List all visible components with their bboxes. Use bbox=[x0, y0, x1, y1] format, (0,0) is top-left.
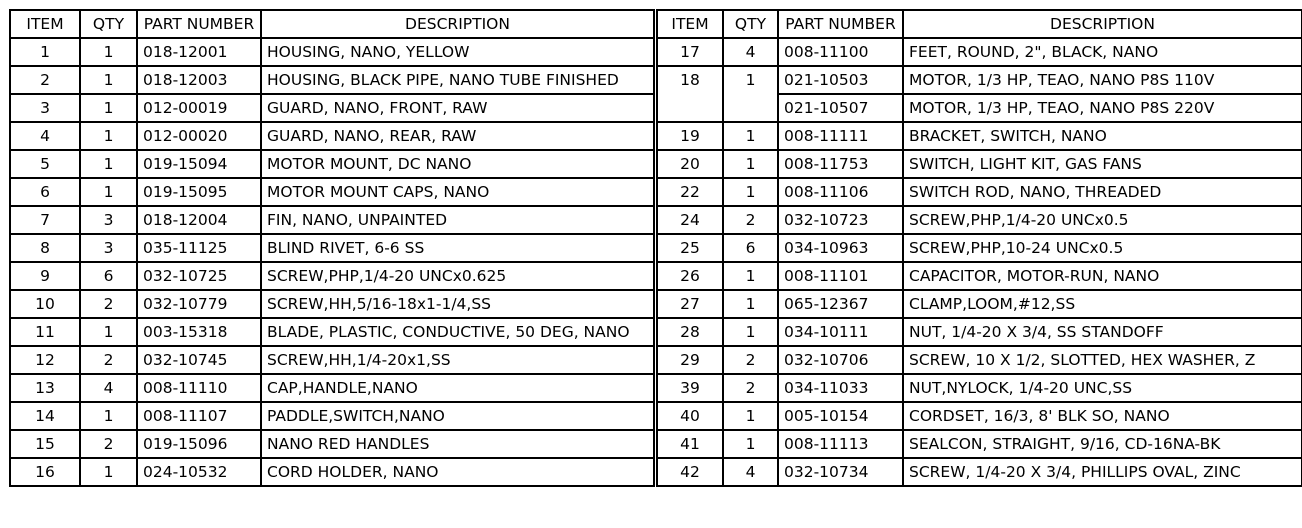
qty-cell: 2 bbox=[723, 346, 778, 374]
header-row bbox=[10, 10, 654, 38]
part-number-cell: 008-11753 bbox=[778, 150, 903, 178]
item-cell: 42 bbox=[657, 458, 723, 486]
item-cell: 40 bbox=[657, 402, 723, 430]
part-number-cell: 012-00019 bbox=[137, 94, 261, 122]
table-row bbox=[657, 122, 1302, 150]
table-row bbox=[10, 318, 654, 346]
table-row bbox=[10, 150, 654, 178]
part-number-cell: 008-11100 bbox=[778, 38, 903, 66]
description-cell: GUARD, NANO, REAR, RAW bbox=[261, 122, 654, 150]
table-row bbox=[657, 150, 1302, 178]
part-number-cell: 032-10725 bbox=[137, 262, 261, 290]
parts-table-right bbox=[656, 9, 1302, 487]
item-cell: 9 bbox=[10, 262, 80, 290]
qty-cell: 1 bbox=[723, 122, 778, 150]
description-cell: CAPACITOR, MOTOR-RUN, NANO bbox=[903, 262, 1302, 290]
table-row bbox=[657, 178, 1302, 206]
table-row bbox=[657, 234, 1302, 262]
part-number-cell: 008-11101 bbox=[778, 262, 903, 290]
qty-cell: 1 bbox=[723, 402, 778, 430]
description-cell: NUT, 1/4-20 X 3/4, SS STANDOFF bbox=[903, 318, 1302, 346]
description-cell: GUARD, NANO, FRONT, RAW bbox=[261, 94, 654, 122]
qty-cell: 2 bbox=[80, 290, 137, 318]
part-number-cell: 019-15095 bbox=[137, 178, 261, 206]
description-cell: BRACKET, SWITCH, NANO bbox=[903, 122, 1302, 150]
part-number-cell: 021-10503 bbox=[778, 66, 903, 94]
part-number-cell: 034-10111 bbox=[778, 318, 903, 346]
item-cell: 29 bbox=[657, 346, 723, 374]
description-cell: SEALCON, STRAIGHT, 9/16, CD-16NA-BK bbox=[903, 430, 1302, 458]
qty-cell: 1 bbox=[723, 150, 778, 178]
part-number-cell: 032-10734 bbox=[778, 458, 903, 486]
qty-cell: 6 bbox=[723, 234, 778, 262]
part-number-cell: 018-12004 bbox=[137, 206, 261, 234]
item-cell: 22 bbox=[657, 178, 723, 206]
description-cell: NANO RED HANDLES bbox=[261, 430, 654, 458]
header-part-number: PART NUMBER bbox=[778, 10, 903, 38]
part-number-cell: 008-11111 bbox=[778, 122, 903, 150]
description-cell: BLIND RIVET, 6-6 SS bbox=[261, 234, 654, 262]
item-cell: 10 bbox=[10, 290, 80, 318]
table-row bbox=[10, 66, 654, 94]
item-cell: 3 bbox=[10, 94, 80, 122]
table-row bbox=[10, 346, 654, 374]
table-row bbox=[10, 458, 654, 486]
table-row bbox=[10, 178, 654, 206]
table-row bbox=[10, 374, 654, 402]
item-cell: 13 bbox=[10, 374, 80, 402]
table-row bbox=[657, 374, 1302, 402]
item-cell: 28 bbox=[657, 318, 723, 346]
header-description: DESCRIPTION bbox=[261, 10, 654, 38]
qty-cell: 6 bbox=[80, 262, 137, 290]
item-cell: 19 bbox=[657, 122, 723, 150]
qty-cell: 1 bbox=[723, 66, 778, 122]
table-row bbox=[10, 402, 654, 430]
qty-cell: 1 bbox=[80, 94, 137, 122]
qty-cell: 1 bbox=[80, 38, 137, 66]
description-cell: SCREW,HH,1/4-20x1,SS bbox=[261, 346, 654, 374]
header-item: ITEM bbox=[10, 10, 80, 38]
item-cell: 17 bbox=[657, 38, 723, 66]
description-cell: BLADE, PLASTIC, CONDUCTIVE, 50 DEG, NANO bbox=[261, 318, 654, 346]
qty-cell: 1 bbox=[80, 402, 137, 430]
item-cell: 8 bbox=[10, 234, 80, 262]
table-row bbox=[657, 262, 1302, 290]
qty-cell: 2 bbox=[80, 430, 137, 458]
table-row bbox=[657, 458, 1302, 486]
qty-cell: 2 bbox=[80, 346, 137, 374]
part-number-cell: 032-10706 bbox=[778, 346, 903, 374]
qty-cell: 2 bbox=[723, 206, 778, 234]
part-number-cell: 024-10532 bbox=[137, 458, 261, 486]
qty-cell: 1 bbox=[723, 318, 778, 346]
item-cell: 39 bbox=[657, 374, 723, 402]
item-cell: 14 bbox=[10, 402, 80, 430]
part-number-cell: 008-11113 bbox=[778, 430, 903, 458]
description-cell: NUT,NYLOCK, 1/4-20 UNC,SS bbox=[903, 374, 1302, 402]
qty-cell: 4 bbox=[80, 374, 137, 402]
description-cell: HOUSING, BLACK PIPE, NANO TUBE FINISHED bbox=[261, 66, 654, 94]
part-number-cell: 035-11125 bbox=[137, 234, 261, 262]
description-cell: CORD HOLDER, NANO bbox=[261, 458, 654, 486]
table-row bbox=[657, 430, 1302, 458]
table-row bbox=[10, 234, 654, 262]
description-cell: SCREW,PHP,1/4-20 UNCx0.5 bbox=[903, 206, 1302, 234]
table-row bbox=[657, 38, 1302, 66]
table-row bbox=[657, 346, 1302, 374]
item-cell: 2 bbox=[10, 66, 80, 94]
description-cell: SCREW, 10 X 1/2, SLOTTED, HEX WASHER, Z bbox=[903, 346, 1302, 374]
qty-cell: 4 bbox=[723, 38, 778, 66]
qty-cell: 1 bbox=[723, 430, 778, 458]
header-qty: QTY bbox=[723, 10, 778, 38]
item-cell: 26 bbox=[657, 262, 723, 290]
description-cell: SCREW,PHP,1/4-20 UNCx0.625 bbox=[261, 262, 654, 290]
part-number-cell: 019-15094 bbox=[137, 150, 261, 178]
description-cell: MOTOR MOUNT CAPS, NANO bbox=[261, 178, 654, 206]
description-cell: CAP,HANDLE,NANO bbox=[261, 374, 654, 402]
qty-cell: 1 bbox=[723, 262, 778, 290]
part-number-cell: 012-00020 bbox=[137, 122, 261, 150]
description-cell: CLAMP,LOOM,#12,SS bbox=[903, 290, 1302, 318]
item-cell: 5 bbox=[10, 150, 80, 178]
description-cell: PADDLE,SWITCH,NANO bbox=[261, 402, 654, 430]
table-row bbox=[10, 206, 654, 234]
part-number-cell: 008-11106 bbox=[778, 178, 903, 206]
item-cell: 20 bbox=[657, 150, 723, 178]
part-number-cell: 021-10507 bbox=[778, 94, 903, 122]
description-cell: FIN, NANO, UNPAINTED bbox=[261, 206, 654, 234]
qty-cell: 1 bbox=[80, 150, 137, 178]
table-row bbox=[657, 402, 1302, 430]
qty-cell: 1 bbox=[723, 178, 778, 206]
table-row bbox=[10, 122, 654, 150]
qty-cell: 1 bbox=[80, 178, 137, 206]
qty-cell: 1 bbox=[723, 290, 778, 318]
part-number-cell: 019-15096 bbox=[137, 430, 261, 458]
item-cell: 18 bbox=[657, 66, 723, 122]
qty-cell: 1 bbox=[80, 122, 137, 150]
header-description: DESCRIPTION bbox=[903, 10, 1302, 38]
part-number-cell: 008-11107 bbox=[137, 402, 261, 430]
description-cell: MOTOR MOUNT, DC NANO bbox=[261, 150, 654, 178]
part-number-cell: 032-10779 bbox=[137, 290, 261, 318]
item-cell: 11 bbox=[10, 318, 80, 346]
description-cell: SCREW,PHP,10-24 UNCx0.5 bbox=[903, 234, 1302, 262]
header-qty: QTY bbox=[80, 10, 137, 38]
qty-cell: 3 bbox=[80, 206, 137, 234]
description-cell: SCREW, 1/4-20 X 3/4, PHILLIPS OVAL, ZINC bbox=[903, 458, 1302, 486]
description-cell: SWITCH, LIGHT KIT, GAS FANS bbox=[903, 150, 1302, 178]
qty-cell: 1 bbox=[80, 458, 137, 486]
part-number-cell: 034-10963 bbox=[778, 234, 903, 262]
description-cell: SCREW,HH,5/16-18x1-1/4,SS bbox=[261, 290, 654, 318]
part-number-cell: 003-15318 bbox=[137, 318, 261, 346]
table-row bbox=[10, 290, 654, 318]
table-row bbox=[657, 66, 1302, 94]
description-cell: HOUSING, NANO, YELLOW bbox=[261, 38, 654, 66]
qty-cell: 2 bbox=[723, 374, 778, 402]
header-row bbox=[657, 10, 1302, 38]
part-number-cell: 018-12003 bbox=[137, 66, 261, 94]
item-cell: 24 bbox=[657, 206, 723, 234]
description-cell: FEET, ROUND, 2", BLACK, NANO bbox=[903, 38, 1302, 66]
table-row bbox=[657, 318, 1302, 346]
item-cell: 1 bbox=[10, 38, 80, 66]
part-number-cell: 032-10723 bbox=[778, 206, 903, 234]
description-cell: MOTOR, 1/3 HP, TEAO, NANO P8S 220V bbox=[903, 94, 1302, 122]
item-cell: 15 bbox=[10, 430, 80, 458]
qty-cell: 4 bbox=[723, 458, 778, 486]
item-cell: 27 bbox=[657, 290, 723, 318]
table-row bbox=[10, 94, 654, 122]
description-cell: CORDSET, 16/3, 8' BLK SO, NANO bbox=[903, 402, 1302, 430]
qty-cell: 1 bbox=[80, 318, 137, 346]
item-cell: 16 bbox=[10, 458, 80, 486]
part-number-cell: 005-10154 bbox=[778, 402, 903, 430]
item-cell: 7 bbox=[10, 206, 80, 234]
item-cell: 6 bbox=[10, 178, 80, 206]
table-row bbox=[10, 38, 654, 66]
item-cell: 41 bbox=[657, 430, 723, 458]
item-cell: 4 bbox=[10, 122, 80, 150]
item-cell: 25 bbox=[657, 234, 723, 262]
part-number-cell: 032-10745 bbox=[137, 346, 261, 374]
table-row bbox=[657, 290, 1302, 318]
qty-cell: 1 bbox=[80, 66, 137, 94]
description-cell: MOTOR, 1/3 HP, TEAO, NANO P8S 110V bbox=[903, 66, 1302, 94]
part-number-cell: 065-12367 bbox=[778, 290, 903, 318]
description-cell: SWITCH ROD, NANO, THREADED bbox=[903, 178, 1302, 206]
table-row bbox=[10, 430, 654, 458]
table-row bbox=[657, 206, 1302, 234]
part-number-cell: 034-11033 bbox=[778, 374, 903, 402]
item-cell: 12 bbox=[10, 346, 80, 374]
table-row bbox=[10, 262, 654, 290]
header-part-number: PART NUMBER bbox=[137, 10, 261, 38]
header-item: ITEM bbox=[657, 10, 723, 38]
part-number-cell: 008-11110 bbox=[137, 374, 261, 402]
part-number-cell: 018-12001 bbox=[137, 38, 261, 66]
parts-table-left bbox=[9, 9, 655, 487]
qty-cell: 3 bbox=[80, 234, 137, 262]
